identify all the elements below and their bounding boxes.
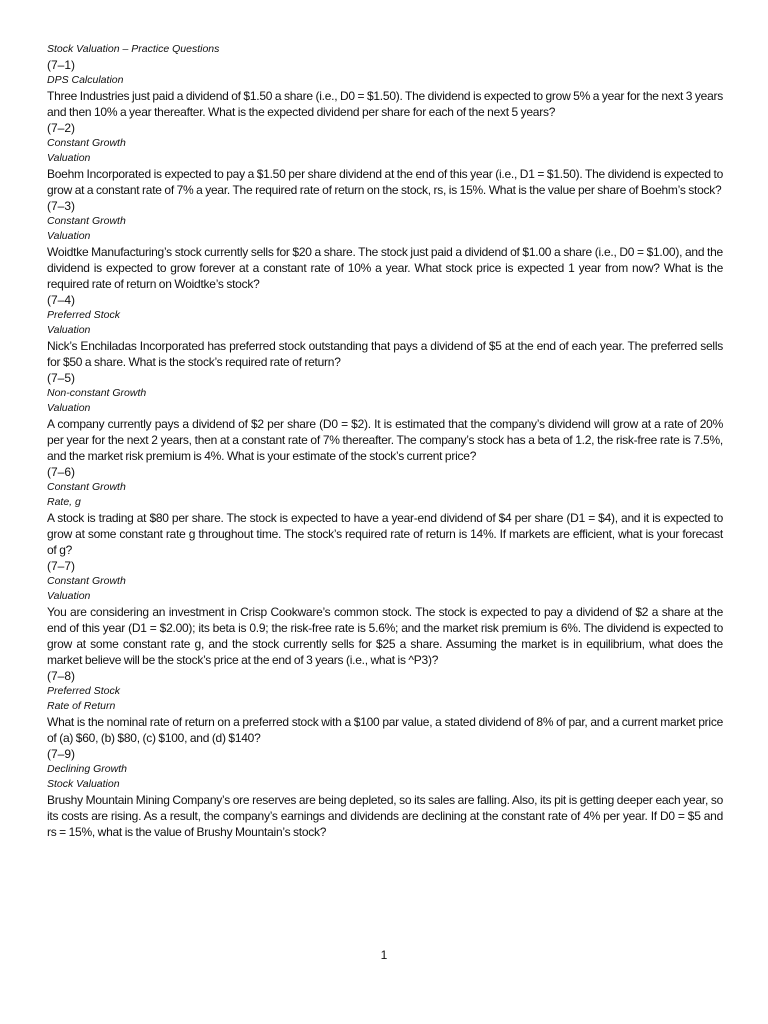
question-number: (7–6) [47,465,76,479]
question-category: Non-constant Growth [47,387,147,399]
page-number: 1 [380,948,388,962]
question-text: Three Industries just paid a dividend of $1.50 a share (i.e., D0 = $1.50). The dividend is expected to grow 5% a year for the next 3 years and then 10% a year thereafter. What is the expected dividend per share for each of the next 5 years? [47,89,723,119]
question-text: A company currently pays a dividend of $2 per share (D0 = $2). It is estimated that the company’s dividend will grow at a rate of 20% per year for the next 2 years, then at a constant rate of 7% thereafter. The company’s stock has a beta of 1.2, the risk-free rate is 7.5%, and the market risk premium is 4%. What is your estimate of the stock’s current price? [47,417,723,463]
question-block [47,120,723,198]
question-number: (7–9) [47,747,76,761]
question-category: Valuation [47,324,91,336]
question-category: Valuation [47,152,91,164]
question-text: A stock is trading at $80 per share. The stock is expected to have a year-end dividend of $4 per share (D1 = $4), and it is expected to grow at some constant rate g throughout time. The stock’s required rate of return is 14%. If markets are efficient, what is your forecast of g? [47,511,723,557]
document-page [47,42,723,840]
question-number: (7–5) [47,371,76,385]
question-category: Preferred Stock [47,309,120,321]
question-text: You are considering an investment in Crisp Cookware’s common stock. The stock is expected to pay a dividend of $2 a share at the end of this year (D1 = $2.00); its beta is 0.9; the risk-free rate is 5.6%; and the market risk premium is 6%. The dividend is expected to grow at some constant rate g, and the stock currently sells for $25 a share. Assuming the market is in equilibrium, what does the market believe will be the stock’s price at the end of 3 years (i.e., what is ^P3)? [47,605,723,667]
question-number: (7–8) [47,669,76,683]
question-block [47,746,723,840]
question-text: Nick’s Enchiladas Incorporated has preferred stock outstanding that pays a dividend of $5 at the end of each year. The preferred sells for $50 a share. What is the stock’s required rate of return? [47,339,723,369]
question-text: Boehm Incorporated is expected to pay a $1.50 per share dividend at the end of this year (i.e., D1 = $1.50). The dividend is expected to grow at a constant rate of 7% a year. The required rate of return on the stock, rs, is 15%. What is the value per share of Boehm’s stock? [47,167,723,197]
question-text: Woidtke Manufacturing’s stock currently sells for $20 a share. The stock just paid a dividend of $1.00 a share (i.e., D0 = $1.00), and the dividend is expected to grow forever at a constant rate of 10% a year. What stock price is expected 1 year from now? What is the required rate of return on Woidtke’s stock? [47,245,723,291]
question-category: Declining Growth [47,763,127,775]
question-number: (7–2) [47,121,76,135]
question-block [47,292,723,370]
question-category: Constant Growth [47,575,126,587]
question-text: Brushy Mountain Mining Company’s ore reserves are being depleted, so its sales are falling. Also, its pit is getting deeper each year, so its costs are rising. As a result, the company’s earnings and dividends are declining at the constant rate of 4% per year. If D0 = $5 and rs = 15%, what is the value of Brushy Mountain’s stock? [47,793,723,839]
question-category: DPS Calculation [47,74,124,86]
question-category: Rate, g [47,496,81,508]
question-category: Constant Growth [47,137,126,149]
question-block [47,57,723,120]
question-category: Constant Growth [47,481,126,493]
question-category: Stock Valuation [47,778,120,790]
question-block [47,198,723,292]
question-category: Valuation [47,590,91,602]
question-number: (7–4) [47,293,76,307]
question-number: (7–1) [47,58,76,72]
question-category: Valuation [47,230,91,242]
question-block [47,558,723,668]
question-category: Preferred Stock [47,685,120,697]
question-block [47,464,723,558]
question-block [47,668,723,746]
question-list [47,57,723,840]
question-block [47,370,723,464]
question-number: (7–3) [47,199,76,213]
question-text: What is the nominal rate of return on a preferred stock with a $100 par value, a stated dividend of 8% of par, and a current market price of (a) $60, (b) $80, (c) $100, and (d) $140? [47,715,723,745]
question-number: (7–7) [47,559,76,573]
document-title: Stock Valuation – Practice Questions [47,43,220,55]
question-category: Rate of Return [47,700,116,712]
question-category: Constant Growth [47,215,126,227]
question-category: Valuation [47,402,91,414]
